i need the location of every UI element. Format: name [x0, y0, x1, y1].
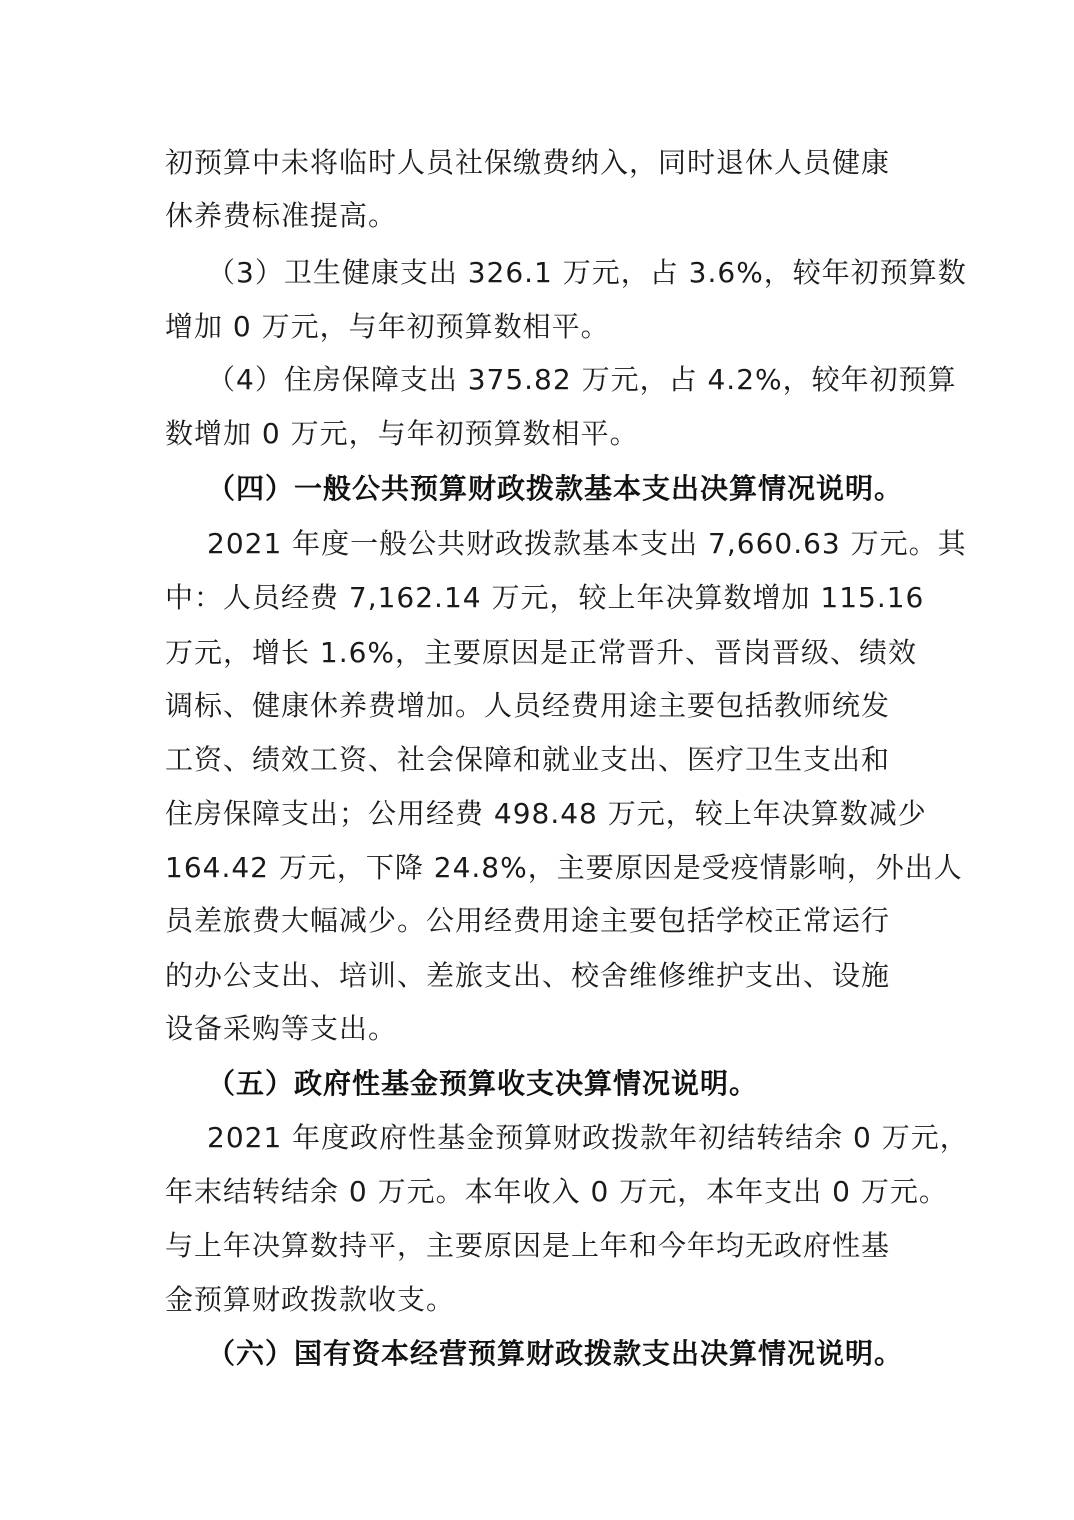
body-text-line: 与上年决算数持平，主要原因是上年和今年均无政府性基 [165, 1229, 891, 1262]
body-text-line: 数增加 0 万元，与年初预算数相平。 [165, 417, 639, 450]
body-text-line: 金预算财政拨款收支。 [165, 1283, 456, 1316]
paragraph-first-line: 2021 年度政府性基金预算财政拨款年初结转结余 0 万元， [207, 1121, 969, 1154]
body-text-line: 164.42 万元，下降 24.8%，主要原因是受疫情影响，外出人 [165, 851, 963, 884]
body-text-line: 休养费标准提高。 [165, 199, 398, 232]
body-text-line: 初预算中未将临时人员社保缴费纳入，同时退休人员健康 [165, 146, 891, 179]
body-text-line: 设备采购等支出。 [165, 1012, 398, 1045]
section-heading-basic-expenditure: （四）一般公共预算财政拨款基本支出决算情况说明。 [207, 472, 904, 505]
body-text-line: 万元，增长 1.6%，主要原因是正常晋升、晋岗晋级、绩效 [165, 636, 918, 669]
body-text-line: 工资、绩效工资、社会保障和就业支出、医疗卫生支出和 [165, 743, 891, 776]
list-item-health-expenditure: （3）卫生健康支出 326.1 万元，占 3.6%，较年初预算数 [207, 256, 967, 289]
list-item-housing-expenditure: （4）住房保障支出 375.82 万元，占 4.2%，较年初预算 [207, 363, 957, 396]
section-heading-government-fund: （五）政府性基金预算收支决算情况说明。 [207, 1067, 759, 1100]
body-text-line: 中：人员经费 7,162.14 万元，较上年决算数增加 115.16 [165, 581, 925, 614]
body-text-line: 员差旅费大幅减少。公用经费用途主要包括学校正常运行 [165, 904, 891, 937]
body-text-line: 增加 0 万元，与年初预算数相平。 [165, 310, 610, 343]
body-text-line: 调标、健康休养费增加。人员经费用途主要包括教师统发 [165, 689, 891, 722]
section-heading-state-capital: （六）国有资本经营预算财政拨款支出决算情况说明。 [207, 1337, 904, 1370]
body-text-line: 的办公支出、培训、差旅支出、校舍维修维护支出、设施 [165, 959, 891, 992]
body-text-line: 年末结转结余 0 万元。本年收入 0 万元，本年支出 0 万元。 [165, 1175, 948, 1208]
paragraph-first-line: 2021 年度一般公共财政拨款基本支出 7,660.63 万元。其 [207, 527, 967, 560]
body-text-line: 住房保障支出；公用经费 498.48 万元，较上年决算数减少 [165, 797, 927, 830]
